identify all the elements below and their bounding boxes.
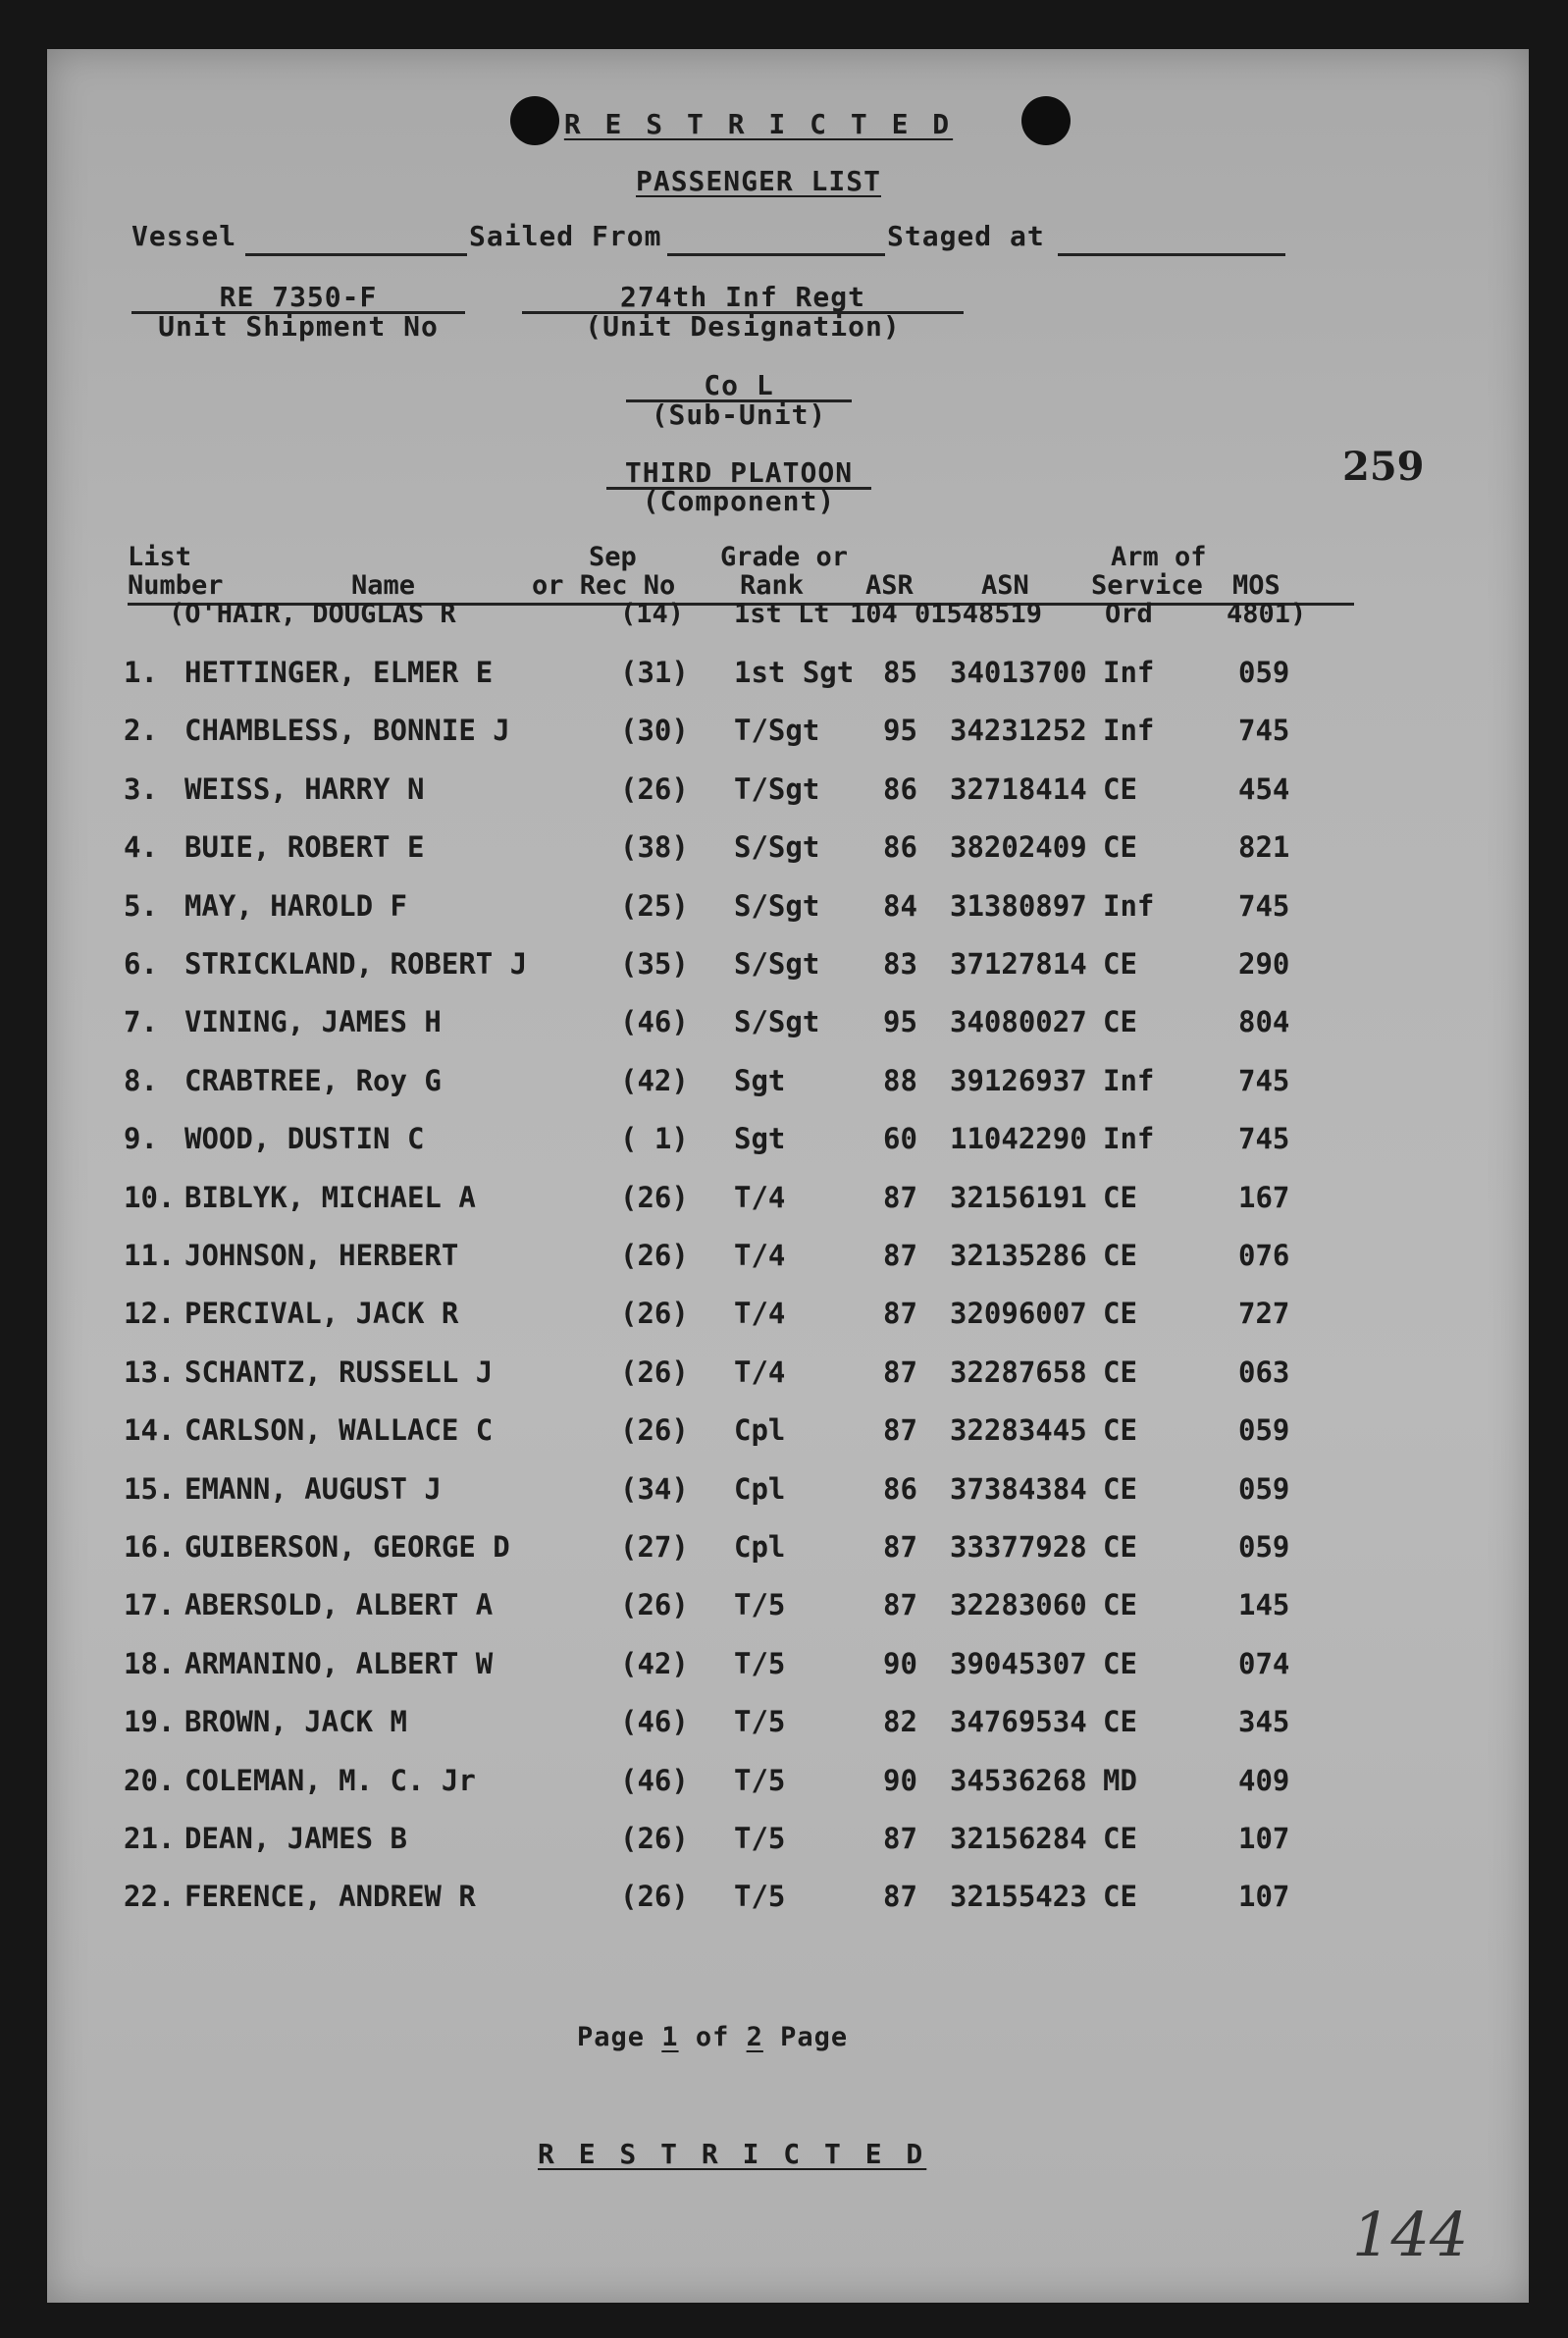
col-arm-2: Service: [1091, 570, 1203, 601]
table-row: [47, 1472, 1529, 1512]
cell-mos: 454: [1238, 772, 1290, 806]
cell-name: CRABTREE, Roy G: [184, 1064, 442, 1097]
officer-mos: 4801): [1227, 599, 1307, 629]
cell-name: ABERSOLD, ALBERT A: [184, 1588, 494, 1621]
document-sheet: [47, 49, 1529, 2303]
cell-mos: 290: [1238, 947, 1290, 981]
cell-num: 7.: [124, 1005, 158, 1038]
cell-arm: CE: [1103, 1822, 1137, 1855]
cell-grade: S/Sgt: [734, 1005, 820, 1038]
cell-grade: S/Sgt: [734, 830, 820, 864]
cell-grade: T/4: [734, 1239, 786, 1272]
cell-grade: T/5: [734, 1705, 786, 1738]
cell-grade: T/5: [734, 1822, 786, 1855]
cell-asr: 95: [883, 714, 917, 747]
cell-num: 12.: [124, 1297, 176, 1330]
restricted-header: R E S T R I C T E D: [563, 108, 954, 140]
cell-arm: CE: [1103, 947, 1137, 981]
cell-sep: (30): [620, 714, 689, 747]
cell-name: GUIBERSON, GEORGE D: [184, 1530, 510, 1564]
cell-sep: (38): [620, 830, 689, 864]
officer-arm: Ord: [1105, 599, 1153, 629]
col-list-number-2: Number: [128, 570, 224, 601]
cell-asn: 32135286: [950, 1239, 1087, 1272]
cell-arm: Inf: [1103, 656, 1155, 689]
cell-asr: 86: [883, 772, 917, 806]
col-sep-2: or Rec No: [532, 570, 676, 601]
cell-num: 5.: [124, 889, 158, 923]
cell-sep: (26): [620, 1297, 689, 1330]
cell-arm: CE: [1103, 1472, 1137, 1506]
cell-num: 15.: [124, 1472, 176, 1506]
cell-arm: CE: [1103, 1239, 1137, 1272]
cell-grade: T/5: [734, 1647, 786, 1680]
of-word: of: [695, 2022, 730, 2052]
cell-asn: 32287658: [950, 1355, 1087, 1389]
table-row: [47, 1880, 1529, 1919]
cell-asr: 82: [883, 1705, 917, 1738]
cell-name: HETTINGER, ELMER E: [184, 656, 494, 689]
cell-sep: (26): [620, 772, 689, 806]
cell-sep: (46): [620, 1705, 689, 1738]
cell-mos: 059: [1238, 1530, 1290, 1564]
cell-arm: CE: [1103, 830, 1137, 864]
cell-mos: 804: [1238, 1005, 1290, 1038]
cell-asr: 87: [883, 1530, 917, 1564]
cell-grade: S/Sgt: [734, 947, 820, 981]
cell-num: 1.: [124, 656, 158, 689]
cell-sep: (31): [620, 656, 689, 689]
cell-sep: (25): [620, 889, 689, 923]
table-row: [47, 830, 1529, 870]
table-row: [47, 889, 1529, 929]
cell-asn: 39126937: [950, 1064, 1087, 1097]
unit-designation-label: (Unit Designation): [585, 310, 901, 343]
cell-arm: CE: [1103, 1413, 1137, 1447]
cell-mos: 107: [1238, 1880, 1290, 1913]
cell-mos: 059: [1238, 1413, 1290, 1447]
cell-asr: 85: [883, 656, 917, 689]
col-list-number-1: List: [128, 542, 192, 572]
cell-num: 2.: [124, 714, 158, 747]
table-row: [47, 1588, 1529, 1627]
cell-sep: (26): [620, 1239, 689, 1272]
cell-arm: CE: [1103, 1297, 1137, 1330]
cell-grade: Cpl: [734, 1472, 786, 1506]
cell-grade: Cpl: [734, 1530, 786, 1564]
restricted-footer: R E S T R I C T E D: [538, 2138, 927, 2170]
officer-sep: (14): [620, 599, 685, 629]
cell-arm: Inf: [1103, 1064, 1155, 1097]
document-title: PASSENGER LIST: [635, 165, 881, 197]
cell-name: STRICKLAND, ROBERT J: [184, 947, 528, 981]
cell-arm: Inf: [1103, 889, 1155, 923]
cell-name: PERCIVAL, JACK R: [184, 1297, 459, 1330]
cell-num: 19.: [124, 1705, 176, 1738]
cell-mos: 059: [1238, 656, 1290, 689]
officer-name: (O'HAIR, DOUGLAS R: [169, 599, 456, 629]
cell-asr: 87: [883, 1880, 917, 1913]
cell-sep: (26): [620, 1355, 689, 1389]
staged-at-label: Staged at: [887, 220, 1045, 252]
cell-asn: 37384384: [950, 1472, 1087, 1506]
cell-num: 9.: [124, 1122, 158, 1155]
cell-asr: 90: [883, 1647, 917, 1680]
table-row: [47, 1764, 1529, 1803]
cell-sep: (42): [620, 1647, 689, 1680]
cell-asn: 38202409: [950, 830, 1087, 864]
cell-mos: 059: [1238, 1472, 1290, 1506]
cell-asr: 88: [883, 1064, 917, 1097]
cell-asr: 87: [883, 1822, 917, 1855]
sailed-from-blank: [667, 253, 885, 256]
officer-grade: 1st Lt: [734, 599, 830, 629]
cell-sep: (35): [620, 947, 689, 981]
cell-arm: CE: [1103, 1705, 1137, 1738]
table-row: [47, 947, 1529, 986]
cell-arm: CE: [1103, 1355, 1137, 1389]
cell-mos: 076: [1238, 1239, 1290, 1272]
officer-asr: 104: [850, 599, 898, 629]
page-word: Page: [577, 2022, 646, 2052]
table-row: [47, 714, 1529, 753]
cell-num: 8.: [124, 1064, 158, 1097]
cell-asn: 33377928: [950, 1530, 1087, 1564]
cell-num: 22.: [124, 1880, 176, 1913]
col-mos: MOS: [1232, 570, 1281, 601]
cell-num: 6.: [124, 947, 158, 981]
cell-grade: T/5: [734, 1588, 786, 1621]
cell-mos: 745: [1238, 1122, 1290, 1155]
cell-num: 20.: [124, 1764, 176, 1797]
cell-sep: (26): [620, 1822, 689, 1855]
page-current: 1: [661, 2022, 679, 2052]
cell-asn: 34080027: [950, 1005, 1087, 1038]
cell-arm: CE: [1103, 772, 1137, 806]
cell-num: 4.: [124, 830, 158, 864]
cell-grade: Sgt: [734, 1064, 786, 1097]
cell-sep: (46): [620, 1764, 689, 1797]
cell-num: 18.: [124, 1647, 176, 1680]
cell-mos: 409: [1238, 1764, 1290, 1797]
cell-asr: 84: [883, 889, 917, 923]
cell-sep: (26): [620, 1880, 689, 1913]
cell-arm: CE: [1103, 1005, 1137, 1038]
col-sep-1: Sep: [589, 542, 637, 572]
table-row: [47, 1122, 1529, 1161]
cell-num: 3.: [124, 772, 158, 806]
table-row: [47, 1239, 1529, 1278]
cell-asr: 87: [883, 1588, 917, 1621]
cell-asn: 32283445: [950, 1413, 1087, 1447]
cell-asn: 34536268: [950, 1764, 1087, 1797]
cell-asn: 11042290: [950, 1122, 1087, 1155]
table-row: [47, 1355, 1529, 1395]
cell-mos: 745: [1238, 1064, 1290, 1097]
cell-mos: 345: [1238, 1705, 1290, 1738]
cell-asr: 87: [883, 1239, 917, 1272]
cell-grade: 1st Sgt: [734, 656, 855, 689]
cell-num: 11.: [124, 1239, 176, 1272]
cell-name: DEAN, JAMES B: [184, 1822, 407, 1855]
cell-grade: T/5: [734, 1880, 786, 1913]
page-word-2: Page: [780, 2022, 849, 2052]
punch-hole-right: [1021, 96, 1071, 145]
cell-asn: 31380897: [950, 889, 1087, 923]
cell-mos: 063: [1238, 1355, 1290, 1389]
table-row: [47, 1064, 1529, 1103]
cell-asr: 87: [883, 1355, 917, 1389]
page-total: 2: [746, 2022, 763, 2052]
cell-asn: 37127814: [950, 947, 1087, 981]
cell-asn: 34231252: [950, 714, 1087, 747]
col-asr: ASR: [865, 570, 914, 601]
cell-asn: 32155423: [950, 1880, 1087, 1913]
cell-grade: T/4: [734, 1181, 786, 1214]
cell-name: WEISS, HARRY N: [184, 772, 425, 806]
cell-name: ARMANINO, ALBERT W: [184, 1647, 494, 1680]
cell-mos: 145: [1238, 1588, 1290, 1621]
cell-asr: 87: [883, 1297, 917, 1330]
cell-asn: 32156191: [950, 1181, 1087, 1214]
page-indicator: [577, 2022, 848, 2052]
cell-mos: 727: [1238, 1297, 1290, 1330]
cell-asr: 83: [883, 947, 917, 981]
vessel-label: Vessel: [131, 220, 237, 252]
col-asn: ASN: [981, 570, 1029, 601]
cell-num: 21.: [124, 1822, 176, 1855]
cell-sep: (34): [620, 1472, 689, 1506]
col-grade-1: Grade or: [720, 542, 849, 572]
cell-grade: T/5: [734, 1764, 786, 1797]
table-row: [47, 1647, 1529, 1686]
cell-arm: CE: [1103, 1181, 1137, 1214]
cell-name: FERENCE, ANDREW R: [184, 1880, 476, 1913]
cell-num: 17.: [124, 1588, 176, 1621]
cell-sep: (26): [620, 1413, 689, 1447]
handwritten-number: 144: [1352, 2199, 1469, 2270]
unit-shipment-label: Unit Shipment No: [158, 310, 439, 343]
unit-shipment-value: RE 7350-F: [219, 281, 378, 313]
table-row: [47, 1297, 1529, 1336]
cell-sep: (26): [620, 1588, 689, 1621]
cell-arm: Inf: [1103, 714, 1155, 747]
cell-mos: 745: [1238, 889, 1290, 923]
component-label: (Component): [642, 485, 836, 517]
cell-grade: T/4: [734, 1297, 786, 1330]
cell-name: CHAMBLESS, BONNIE J: [184, 714, 510, 747]
cell-name: COLEMAN, M. C. Jr: [184, 1764, 476, 1797]
cell-asr: 86: [883, 1472, 917, 1506]
cell-name: MAY, HAROLD F: [184, 889, 407, 923]
cell-num: 13.: [124, 1355, 176, 1389]
table-row: [47, 1181, 1529, 1220]
cell-sep: (46): [620, 1005, 689, 1038]
cell-asn: 32718414: [950, 772, 1087, 806]
col-grade-2: Rank: [740, 570, 805, 601]
table-row: [47, 1530, 1529, 1569]
cell-sep: (27): [620, 1530, 689, 1564]
cell-name: EMANN, AUGUST J: [184, 1472, 442, 1506]
cell-sep: (42): [620, 1064, 689, 1097]
cell-asn: 34013700: [950, 656, 1087, 689]
cell-sep: (26): [620, 1181, 689, 1214]
officer-asn: 01548519: [915, 599, 1043, 629]
cell-arm: CE: [1103, 1588, 1137, 1621]
sailed-from-label: Sailed From: [469, 220, 662, 252]
cell-num: 16.: [124, 1530, 176, 1564]
cell-asr: 95: [883, 1005, 917, 1038]
cell-name: BUIE, ROBERT E: [184, 830, 425, 864]
cell-mos: 745: [1238, 714, 1290, 747]
page-number-stamp: 259: [1342, 444, 1425, 490]
cell-mos: 167: [1238, 1181, 1290, 1214]
sub-unit-label: (Sub-Unit): [651, 399, 827, 431]
cell-mos: 821: [1238, 830, 1290, 864]
cell-name: WOOD, DUSTIN C: [184, 1122, 425, 1155]
col-arm-1: Arm of: [1111, 542, 1207, 572]
cell-grade: T/4: [734, 1355, 786, 1389]
cell-name: VINING, JAMES H: [184, 1005, 442, 1038]
cell-mos: 074: [1238, 1647, 1290, 1680]
table-row: [47, 1822, 1529, 1861]
vessel-blank: [245, 253, 467, 256]
col-name: Name: [351, 570, 416, 601]
cell-arm: CE: [1103, 1880, 1137, 1913]
table-row: [47, 1005, 1529, 1044]
cell-name: CARLSON, WALLACE C: [184, 1413, 494, 1447]
cell-asn: 32283060: [950, 1588, 1087, 1621]
cell-grade: S/Sgt: [734, 889, 820, 923]
cell-arm: Inf: [1103, 1122, 1155, 1155]
cell-asr: 86: [883, 830, 917, 864]
component-value: THIRD PLATOON: [624, 456, 854, 489]
table-row: [47, 1413, 1529, 1453]
cell-arm: MD: [1103, 1764, 1137, 1797]
cell-num: 10.: [124, 1181, 176, 1214]
cell-grade: T/Sgt: [734, 714, 820, 747]
cell-asr: 60: [883, 1122, 917, 1155]
cell-asr: 87: [883, 1181, 917, 1214]
cell-mos: 107: [1238, 1822, 1290, 1855]
cell-asr: 90: [883, 1764, 917, 1797]
staged-at-blank: [1058, 253, 1285, 256]
cell-name: BROWN, JACK M: [184, 1705, 407, 1738]
cell-name: SCHANTZ, RUSSELL J: [184, 1355, 494, 1389]
officer-row: [47, 599, 1529, 638]
cell-name: JOHNSON, HERBERT: [184, 1239, 459, 1272]
table-row: [47, 1705, 1529, 1744]
cell-asn: 32096007: [950, 1297, 1087, 1330]
cell-arm: CE: [1103, 1530, 1137, 1564]
cell-asn: 34769534: [950, 1705, 1087, 1738]
cell-sep: ( 1): [620, 1122, 689, 1155]
cell-num: 14.: [124, 1413, 176, 1447]
table-row: [47, 656, 1529, 695]
unit-designation-value: 274th Inf Regt: [619, 281, 865, 313]
cell-grade: Cpl: [734, 1413, 786, 1447]
cell-grade: T/Sgt: [734, 772, 820, 806]
cell-arm: CE: [1103, 1647, 1137, 1680]
cell-grade: Sgt: [734, 1122, 786, 1155]
sub-unit-value: Co L: [704, 369, 774, 401]
cell-asr: 87: [883, 1413, 917, 1447]
cell-asn: 39045307: [950, 1647, 1087, 1680]
table-row: [47, 772, 1529, 812]
cell-name: BIBLYK, MICHAEL A: [184, 1181, 476, 1214]
cell-asn: 32156284: [950, 1822, 1087, 1855]
